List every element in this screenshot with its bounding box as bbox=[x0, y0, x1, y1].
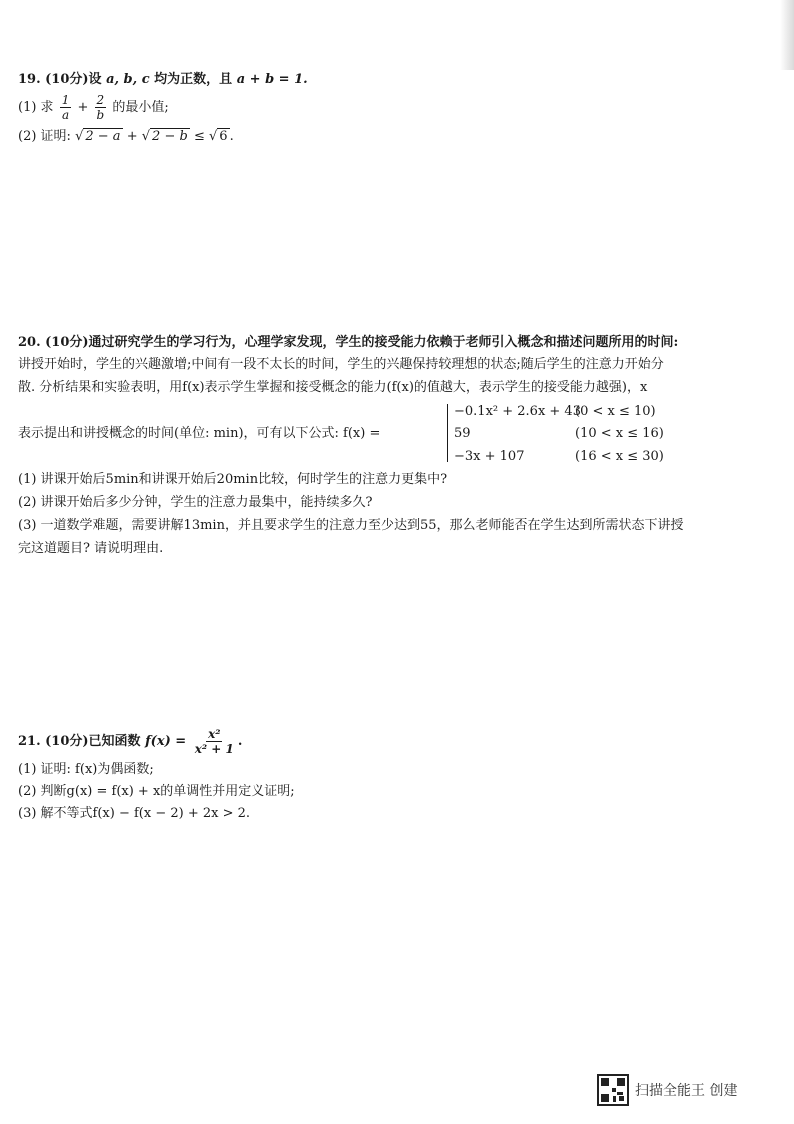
q20-piece-3-expr: −3x + 107 bbox=[454, 449, 525, 464]
q21-part2: (2) 判断g(x) = f(x) + x的单调性并用定义证明; bbox=[18, 784, 295, 799]
watermark-label: 扫描全能王 创建 bbox=[635, 1083, 738, 1099]
q20-piece-2-expr: 59 bbox=[454, 426, 471, 441]
q20-line-3: 散. 分析结果和实验表明，用f(x)表示学生掌握和接受概念的能力(f(x)的值越大，表示学生的接受能力越强)，x bbox=[18, 380, 648, 395]
q19-frac2-numerator: 2 bbox=[96, 93, 105, 107]
q19-fraction-2 bbox=[95, 93, 107, 122]
q19-equation: a + b = 1. bbox=[236, 72, 308, 87]
q20-part1: (1) 讲课开始后5min和讲课开始后20min比较，何时学生的注意力更集中? bbox=[18, 472, 448, 487]
q19-frac1-denominator: a bbox=[61, 108, 70, 122]
q19-frac2-denominator: b bbox=[96, 108, 105, 122]
scanner-watermark bbox=[597, 1074, 737, 1106]
q20-line-4: 表示提出和讲授概念的时间(单位: min)，可有以下公式: f(x) = bbox=[18, 426, 381, 441]
q19-sqrt-2: 2 − b bbox=[152, 129, 188, 144]
q19-part1-rest: 的最小值; bbox=[112, 100, 169, 115]
q21-header-end: . bbox=[237, 734, 243, 749]
sqrt-icon: √ bbox=[75, 129, 84, 144]
q19-header-text: 19. (10分)设 bbox=[18, 72, 102, 87]
q19-vars: a, b, c bbox=[106, 72, 150, 87]
qr-code-icon bbox=[597, 1074, 629, 1106]
piecewise-brace bbox=[447, 404, 454, 462]
q19-plus: + bbox=[77, 100, 89, 115]
q20-piece-3-cond: (16 < x ≤ 30) bbox=[575, 449, 664, 464]
q19-header bbox=[18, 70, 308, 90]
q20-part2: (2) 讲课开始后多少分钟，学生的注意力最集中，能持续多久? bbox=[18, 495, 373, 510]
q19-part2-label: (2) 证明: bbox=[18, 129, 71, 144]
q20-piece-1-expr: −0.1x² + 2.6x + 43 bbox=[454, 404, 581, 419]
q21-fraction bbox=[193, 727, 236, 756]
page-edge-shadow bbox=[780, 0, 794, 70]
q20-line-1: 20. (10分)通过研究学生的学习行为，心理学家发现，学生的接受能力依赖于老师引入概念和描述问题所用的时间: bbox=[18, 335, 679, 350]
q19-part1-label: (1) 求 bbox=[18, 100, 54, 115]
q21-part3: (3) 解不等式f(x) − f(x − 2) + 2x > 2. bbox=[18, 806, 251, 821]
q20-piece-1-cond: (0 < x ≤ 10) bbox=[575, 404, 656, 419]
q21-header-text: 21. (10分)已知函数 bbox=[18, 734, 141, 749]
q21-function-name: f(x) = bbox=[145, 734, 187, 749]
sqrt-icon: √ bbox=[141, 129, 151, 144]
q19-le-sign: ≤ bbox=[193, 129, 205, 144]
q21-part1: (1) 证明: f(x)为偶函数; bbox=[18, 762, 154, 777]
q21-frac-numerator: x² bbox=[208, 727, 221, 741]
q20-piece-2-cond: (10 < x ≤ 16) bbox=[575, 426, 664, 441]
q19-part2-plus: + bbox=[126, 129, 138, 144]
q19-frac1-numerator: 1 bbox=[61, 93, 70, 107]
q20-line-2: 讲授开始时，学生的兴趣激增;中间有一段不太长的时间，学生的兴趣保持较理想的状态;随后学生的注意力开始分 bbox=[18, 357, 664, 372]
sqrt-icon: √ bbox=[208, 129, 218, 144]
q20-part3-line2: 完这道题目? 请说明理由. bbox=[18, 541, 164, 556]
q19-part2-end: . bbox=[229, 129, 234, 144]
q19-sqrt-3: 6 bbox=[219, 129, 228, 144]
q21-frac-denominator: x² + 1 bbox=[194, 742, 234, 756]
q19-sqrt-1: 2 − a bbox=[85, 129, 121, 144]
q19-header-rest: 均为正数，且 bbox=[154, 72, 233, 87]
q19-fraction-1 bbox=[60, 93, 72, 122]
q21-header bbox=[18, 727, 242, 756]
q19-part2 bbox=[18, 127, 234, 147]
q19-part1 bbox=[18, 93, 169, 122]
q20-part3-line1: (3) 一道数学难题，需要讲解13min，并且要求学生的注意力至少达到55，那么老师能否在学生达到所需状态下讲授 bbox=[18, 518, 684, 533]
